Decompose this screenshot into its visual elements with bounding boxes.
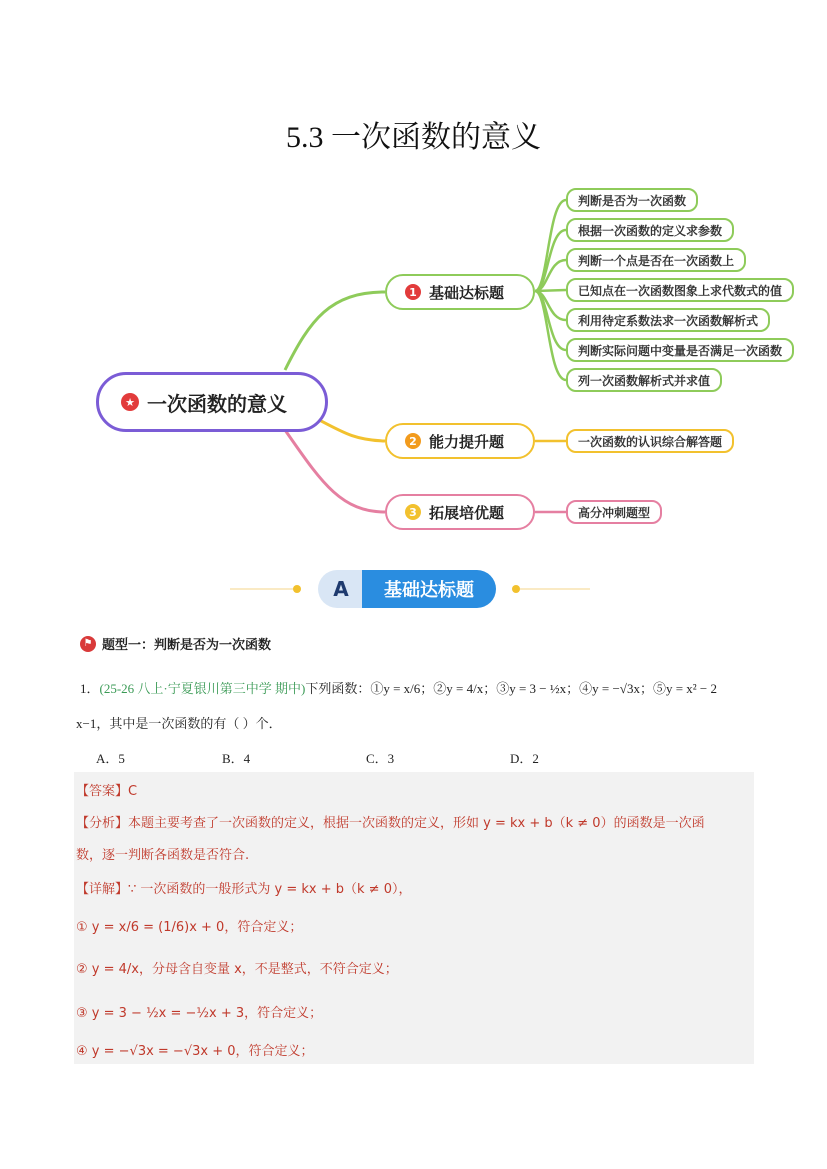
number-badge-icon: 2 [405,433,421,449]
flag-icon: ⚑ [80,636,96,652]
detail-line-4: ④ y = −√3x = −√3x + 0，符合定义； [76,1044,314,1059]
detail-line-1: ① y = x/6 = (1/6)x + 0，符合定义； [76,920,303,935]
question-functions: 下列函数：①y = x/6；②y = 4/x；③y = 3 − ½x；④y = −√3x；⑤y = x² − 2 [305,681,718,696]
question-stem [80,678,717,697]
detail-line-2: ② y = 4/x，分母含自变量 x，不是整式，不符合定义； [76,962,398,977]
number-badge-icon: 3 [405,504,421,520]
option-c: C．3 [366,751,395,766]
mindmap-leaf: 利用待定系数法求一次函数解析式 [566,308,770,332]
mindmap-leaf: 列一次函数解析式并求值 [566,368,722,392]
mindmap-leaf: 已知点在一次函数图象上求代数式的值 [566,278,794,302]
mindmap-leaf: 高分冲刺题型 [566,500,662,524]
branch-label: 基础达标题 [429,283,505,302]
number-badge-icon: 1 [405,284,421,300]
mindmap-leaf: 根据一次函数的定义求参数 [566,218,734,242]
mindmap-root-label: 一次函数的意义 [147,391,287,416]
option-a: A．5 [96,751,125,766]
mindmap-leaf: 一次函数的认识综合解答题 [566,429,734,453]
mindmap-branch-3 [385,494,535,530]
question-source: (25-26 八上·宁夏银川第三中学 期中) [99,681,306,696]
section-title: 基础达标题 [362,570,496,608]
analysis-line-2: 数，逐一判断各函数是否符合. [76,848,250,863]
detail-head: 【详解】∵ 一次函数的一般形式为 y = kx + b（k ≠ 0）， [76,882,412,897]
topic-label: 题型一：判断是否为一次函数 [102,638,272,653]
topic-heading [80,634,271,653]
mindmap-root [96,372,328,432]
mindmap-leaf: 判断实际问题中变量是否满足一次函数 [566,338,794,362]
branch-label: 能力提升题 [429,432,505,451]
detail-line-3: ③ y = 3 − ½x = −½x + 3，符合定义； [76,1006,323,1021]
star-icon: ★ [121,393,139,411]
option-b: B．4 [222,751,251,766]
answer-line: 【答案】C [76,784,138,799]
section-banner [230,568,590,610]
section-letter: A [318,570,364,608]
mindmap-leaf: 判断是否为一次函数 [566,188,698,212]
question-number: 1． [80,681,100,696]
option-d: D．2 [510,751,539,766]
mindmap-branch-2 [385,423,535,459]
page-title: 5.3 一次函数的意义 [286,121,541,154]
mindmap-branch-1 [385,274,535,310]
question-stem-continued: x−1，其中是一次函数的有（ ）个． [76,716,282,731]
branch-label: 拓展培优题 [429,503,505,522]
analysis-line-1: 【分析】本题主要考查了一次函数的定义，根据一次函数的定义，形如 y = kx + b（k ≠ 0）的函数是一次函 [76,816,705,831]
mindmap-leaf: 判断一个点是否在一次函数上 [566,248,746,272]
